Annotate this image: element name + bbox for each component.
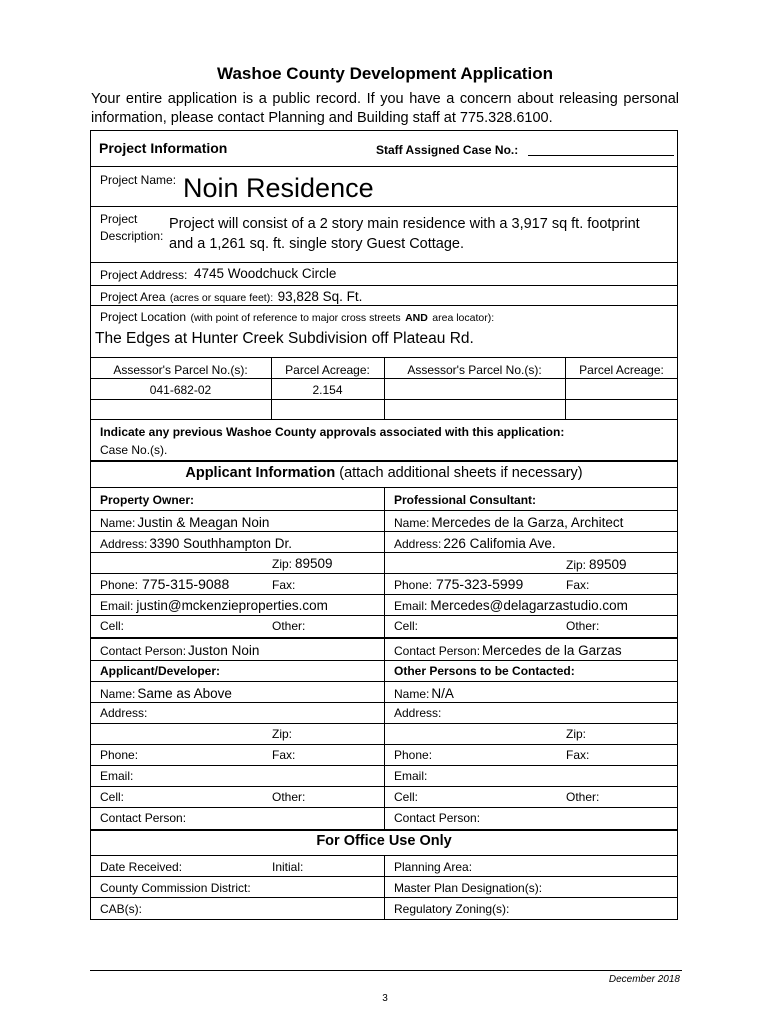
project-address-label: Project Address:	[100, 268, 188, 282]
project-address-value[interactable]: 4745 Woodchuck Circle	[194, 266, 337, 281]
owner-address-label: Address:	[100, 537, 148, 551]
owner-email-value[interactable]: justin@mckenzieproperties.com	[136, 598, 328, 613]
divider	[90, 206, 678, 207]
consultant-address-value[interactable]: 226 Califomia Ave.	[443, 536, 556, 551]
footer-rule	[90, 970, 682, 971]
owner-address-value[interactable]: 3390 Southhampton Dr.	[149, 536, 292, 551]
date-received-label: Date Received:	[100, 860, 183, 874]
consultant-heading: Professional Consultant:	[394, 493, 537, 507]
divider	[90, 573, 678, 574]
developer-heading: Applicant/Developer:	[100, 664, 221, 678]
others-contact-label: Contact Person:	[394, 811, 481, 825]
parcel-header-4: Parcel Acreage:	[579, 363, 664, 377]
consultant-phone-row	[394, 576, 523, 594]
commission-district-label: County Commission District:	[100, 881, 251, 895]
parcel-header-3: Assessor's Parcel No.(s):	[407, 363, 542, 377]
divider	[90, 681, 678, 682]
divider	[90, 510, 678, 511]
owner-email-row	[100, 597, 328, 615]
owner-zip-value[interactable]: 89509	[295, 556, 333, 571]
divider	[90, 285, 678, 286]
planning-area-label: Planning Area:	[394, 860, 473, 874]
case-number-label: Case No.(s).	[100, 443, 168, 457]
project-area-row	[100, 288, 362, 306]
cab-label: CAB(s):	[100, 902, 142, 916]
owner-phone-label: Phone:	[100, 578, 139, 592]
parcel-header-1: Assessor's Parcel No.(s):	[113, 363, 248, 377]
owner-phone-row	[100, 576, 229, 594]
applicant-section-label	[90, 465, 678, 481]
parcel-header-2: Parcel Acreage:	[285, 363, 370, 377]
divider	[90, 399, 678, 400]
divider	[90, 378, 678, 379]
owner-name-label: Name:	[100, 516, 136, 530]
description-value-line1[interactable]: Project will consist of a 2 story main residence with a 3,917 sq ft. footprint	[169, 216, 640, 232]
divider	[90, 744, 678, 745]
owner-cell-label: Cell:	[100, 619, 125, 633]
divider	[90, 305, 678, 306]
page-number: 3	[382, 993, 388, 1004]
developer-other-label: Other:	[272, 790, 306, 804]
divider	[90, 829, 678, 831]
consultant-zip-label: Zip:	[566, 558, 587, 572]
consultant-address-row	[394, 535, 556, 553]
divider	[90, 552, 678, 553]
developer-zip-label: Zip:	[272, 727, 293, 741]
divider	[90, 702, 678, 703]
regulatory-zoning-label: Regulatory Zoning(s):	[394, 902, 510, 916]
office-section-label: For Office Use Only	[316, 833, 452, 849]
divider	[90, 637, 678, 639]
owner-email-label: Email:	[100, 599, 134, 613]
divider	[90, 615, 678, 616]
owner-name-row	[100, 514, 269, 532]
divider	[90, 765, 678, 766]
consultant-email-value[interactable]: Mercedes@delagarzastudio.com	[430, 598, 628, 613]
project-location-hint-2: area locator):	[432, 312, 495, 324]
consultant-address-label: Address:	[394, 537, 442, 551]
project-name-label: Project Name:	[100, 173, 177, 187]
owner-phone-value[interactable]: 775-315-9088	[142, 576, 230, 592]
master-plan-label: Master Plan Designation(s):	[394, 881, 543, 895]
owner-contact-value[interactable]: Juston Noin	[188, 643, 260, 658]
project-location-label: Project Location	[100, 310, 187, 324]
consultant-zip-row	[566, 556, 627, 574]
others-heading: Other Persons to be Contacted:	[394, 664, 575, 678]
parcel-acreage-cell[interactable]: 2.154	[312, 383, 343, 397]
divider	[90, 876, 678, 877]
divider	[90, 660, 678, 661]
owner-fax-label: Fax:	[272, 578, 296, 592]
consultant-cell-label: Cell:	[394, 619, 419, 633]
owner-contact-row	[100, 642, 259, 660]
description-value-line2[interactable]: and a 1,261 sq. ft. single story Guest Cottage.	[169, 236, 465, 252]
project-area-label: Project Area	[100, 290, 166, 304]
consultant-contact-label: Contact Person:	[394, 644, 481, 658]
approvals-label: Indicate any previous Washoe County approvals associated with this application:	[100, 425, 565, 439]
intro-text: Your entire application is a public record. If you have a concern about releasing personal information, please contact Planning and Building staff at 775.328.6100.	[91, 91, 679, 126]
others-name-row	[394, 685, 454, 703]
owner-other-label: Other:	[272, 619, 306, 633]
column-divider	[384, 855, 385, 919]
owner-contact-label: Contact Person:	[100, 644, 187, 658]
project-location-row	[100, 308, 494, 326]
project-location-hint: (with point of reference to major cross streets	[190, 312, 401, 324]
project-area-hint: (acres or square feet):	[169, 292, 274, 304]
others-name-value[interactable]: N/A	[431, 686, 454, 701]
consultant-email-row	[394, 597, 628, 615]
developer-name-row	[100, 685, 232, 703]
divider	[90, 419, 678, 420]
project-area-value[interactable]: 93,828 Sq. Ft.	[277, 289, 363, 304]
project-section-label: Project Information	[99, 140, 228, 156]
others-fax-label: Fax:	[566, 748, 590, 762]
developer-contact-label: Contact Person:	[100, 811, 187, 825]
parcel-number-cell[interactable]: 041-682-02	[149, 383, 212, 397]
owner-zip-label: Zip:	[272, 557, 293, 571]
owner-address-row	[100, 535, 292, 553]
developer-name-value[interactable]: Same as Above	[137, 686, 232, 701]
staff-case-label: Staff Assigned Case No.:	[376, 143, 519, 157]
divider	[90, 786, 678, 787]
others-address-label: Address:	[394, 706, 442, 720]
divider	[90, 723, 678, 724]
divider	[90, 460, 678, 462]
others-cell-label: Cell:	[394, 790, 419, 804]
others-other-label: Other:	[566, 790, 600, 804]
owner-zip-row	[272, 555, 333, 573]
developer-name-label: Name:	[100, 687, 136, 701]
divider	[90, 262, 678, 263]
project-location-and: AND	[405, 312, 428, 324]
divider	[90, 166, 678, 167]
consultant-contact-value[interactable]: Mercedes de la Garzas	[482, 643, 622, 658]
project-location-value[interactable]: The Edges at Hunter Creek Subdivision off Plateau Rd.	[95, 330, 474, 347]
consultant-name-value[interactable]: Mercedes de la Garza, Architect	[431, 515, 624, 530]
consultant-fax-label: Fax:	[566, 578, 590, 592]
others-email-label: Email:	[394, 769, 428, 783]
others-phone-label: Phone:	[394, 748, 433, 762]
others-zip-label: Zip:	[566, 727, 587, 741]
consultant-other-label: Other:	[566, 619, 600, 633]
consultant-name-label: Name:	[394, 516, 430, 530]
property-owner-heading: Property Owner:	[100, 493, 195, 507]
description-label-line1: Project	[100, 212, 138, 226]
developer-fax-label: Fax:	[272, 748, 296, 762]
divider	[90, 807, 678, 808]
consultant-zip-value[interactable]: 89509	[589, 557, 627, 572]
consultant-contact-row	[394, 642, 622, 660]
footer-date: December 2018	[608, 974, 680, 985]
developer-email-label: Email:	[100, 769, 134, 783]
column-divider	[384, 487, 385, 830]
divider	[90, 897, 678, 898]
initial-label: Initial:	[272, 860, 304, 874]
developer-phone-label: Phone:	[100, 748, 139, 762]
applicant-section-note: (attach additional sheets if necessary)	[339, 465, 583, 481]
consultant-phone-label: Phone:	[394, 578, 433, 592]
consultant-phone-value[interactable]: 775-323-5999	[436, 576, 524, 592]
applicant-section-title: Applicant Information	[185, 465, 336, 481]
divider	[90, 594, 678, 595]
owner-name-value[interactable]: Justin & Meagan Noin	[137, 515, 270, 530]
consultant-name-row	[394, 514, 623, 532]
page-title: Washoe County Development Application	[217, 64, 553, 83]
developer-cell-label: Cell:	[100, 790, 125, 804]
divider	[90, 531, 678, 532]
others-name-label: Name:	[394, 687, 430, 701]
consultant-email-label: Email:	[394, 599, 428, 613]
description-label-line2: Description:	[100, 229, 164, 243]
staff-case-field[interactable]	[528, 155, 674, 156]
developer-address-label: Address:	[100, 706, 148, 720]
project-name-value[interactable]: Noin Residence	[183, 173, 374, 203]
